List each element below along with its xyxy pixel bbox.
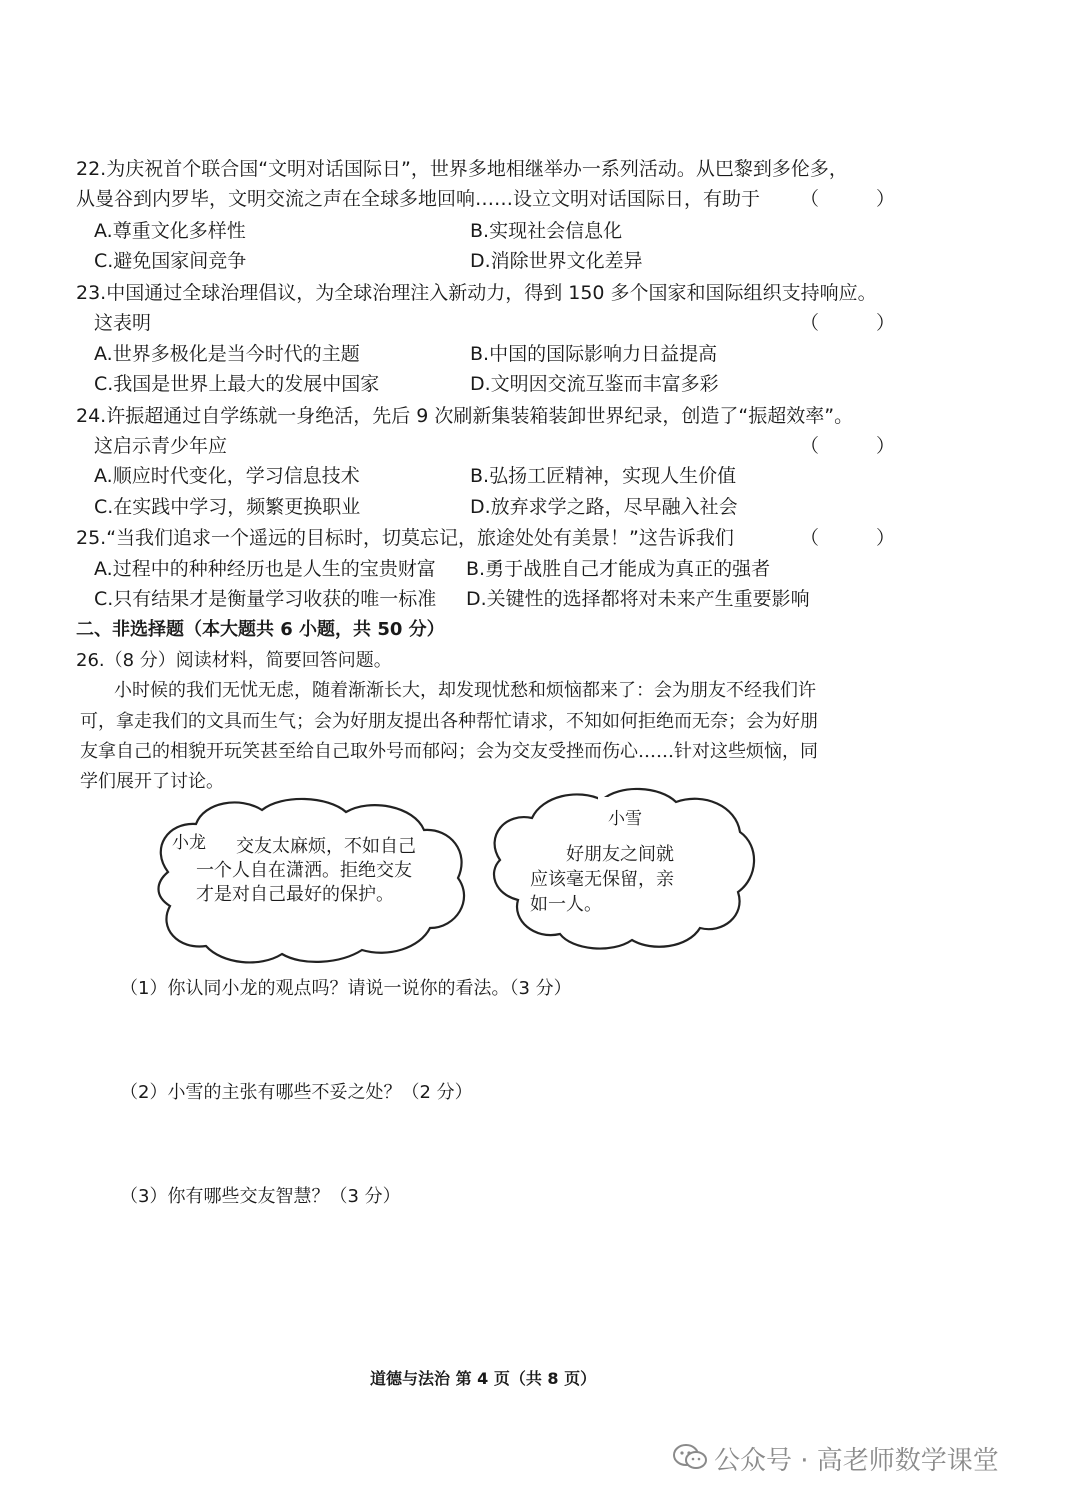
q26-passage-line-2: 可，拿走我们的文具而生气；会为好朋友提出各种帮忙请求，不知如何拒绝而无奈；会为好朋 <box>80 711 818 732</box>
q25-option-a: A.过程中的种种经历也是人生的宝贵财富 <box>94 558 436 580</box>
q23-stem-line-1: 23.中国通过全球治理倡议，为全球治理注入新动力，得到 150 多个国家和国际组织支持响应。 <box>76 282 877 304</box>
bubble-right-line-1: 好朋友之间就 <box>566 844 674 865</box>
wechat-icon <box>672 1442 708 1472</box>
q23-option-b: B.中国的国际影响力日益提高 <box>470 343 718 365</box>
section-title: 二、非选择题（本大题共 6 小题，共 50 分） <box>76 619 445 640</box>
q25-stem-line-1: 25.“当我们追求一个遥远的目标时，切莫忘记，旅途处处有美景！”这告诉我们 <box>76 527 734 549</box>
q26-subquestion-1: （1）你认同小龙的观点吗？请说一说你的看法。（3 分） <box>120 978 572 999</box>
q22-stem-line-1: 22.为庆祝首个联合国“文明对话国际日”，世界多地相继举办一系列活动。从巴黎到多伦多， <box>76 158 848 180</box>
q22-option-b: B.实现社会信息化 <box>470 220 623 242</box>
q24-stem-line-2: 这启示青少年应 <box>94 435 228 457</box>
q24-option-a: A.顺应时代变化，学习信息技术 <box>94 465 360 487</box>
q23-option-a: A.世界多极化是当今时代的主题 <box>94 343 360 365</box>
bubble-left-speaker-name: 小龙 <box>172 833 206 853</box>
q23-answer-bracket: （ ） <box>800 312 896 334</box>
q22-option-d: D.消除世界文化差异 <box>470 250 643 272</box>
bubble-right-line-3: 如一人。 <box>530 894 602 915</box>
q23-option-d: D.文明因交流互鉴而丰富多彩 <box>470 373 719 395</box>
q24-answer-bracket: （ ） <box>800 435 896 457</box>
q25-option-d: D.关键性的选择都将对未来产生重要影响 <box>466 588 810 610</box>
q23-stem-line-2: 这表明 <box>94 312 152 334</box>
q24-stem-line-1: 24.许振超通过自学练就一身绝活，先后 9 次刷新集装箱装卸世界纪录，创造了“振超效率”。 <box>76 405 854 427</box>
bubble-right-speaker-name: 小雪 <box>608 809 642 829</box>
q26-passage-line-4: 学们展开了讨论。 <box>80 771 224 792</box>
q26-passage-line-3: 友拿自己的相貌开玩笑甚至给自己取外号而郁闷；会为交友受挫而伤心……针对这些烦恼，同 <box>80 741 818 762</box>
q26-passage-line-1: 小时候的我们无忧无虑，随着渐渐长大，却发现忧愁和烦恼都来了：会为朋友不经我们许 <box>114 680 816 701</box>
q24-option-d: D.放弃求学之路，尽早融入社会 <box>470 496 738 518</box>
bubble-left-line-2: 一个人自在潇洒。拒绝交友 <box>196 860 412 881</box>
bubble-right-line-2: 应该毫无保留，亲 <box>530 869 674 890</box>
q26-subquestion-3: （3）你有哪些交友智慧？（3 分） <box>120 1186 401 1207</box>
q25-option-c: C.只有结果才是衡量学习收获的唯一标准 <box>94 588 437 610</box>
page-footer: 道德与法治 第 4 页（共 8 页） <box>370 1369 597 1388</box>
q25-answer-bracket: （ ） <box>800 527 896 549</box>
q23-option-c: C.我国是世界上最大的发展中国家 <box>94 373 380 395</box>
q22-option-c: C.避免国家间竞争 <box>94 250 247 272</box>
bubble-left-line-1: 交友太麻烦，不如自己 <box>236 836 416 857</box>
q22-answer-bracket: （ ） <box>800 188 896 210</box>
watermark-text: 公众号 · 高老师数学课堂 <box>714 1446 999 1476</box>
q22-option-a: A.尊重文化多样性 <box>94 220 246 242</box>
q24-option-b: B.弘扬工匠精神，实现人生价值 <box>470 465 737 487</box>
q24-option-c: C.在实践中学习，频繁更换职业 <box>94 496 361 518</box>
bubble-left-line-3: 才是对自己最好的保护。 <box>196 884 394 905</box>
q26-subquestion-2: （2）小雪的主张有哪些不妥之处？（2 分） <box>120 1082 473 1103</box>
q25-option-b: B.勇于战胜自己才能成为真正的强者 <box>466 558 771 580</box>
q26-heading: 26.（8 分）阅读材料，简要回答问题。 <box>76 650 392 671</box>
q22-stem-line-2: 从曼谷到内罗毕，文明交流之声在全球多地回响……设立文明对话国际日，有助于 <box>76 188 761 210</box>
